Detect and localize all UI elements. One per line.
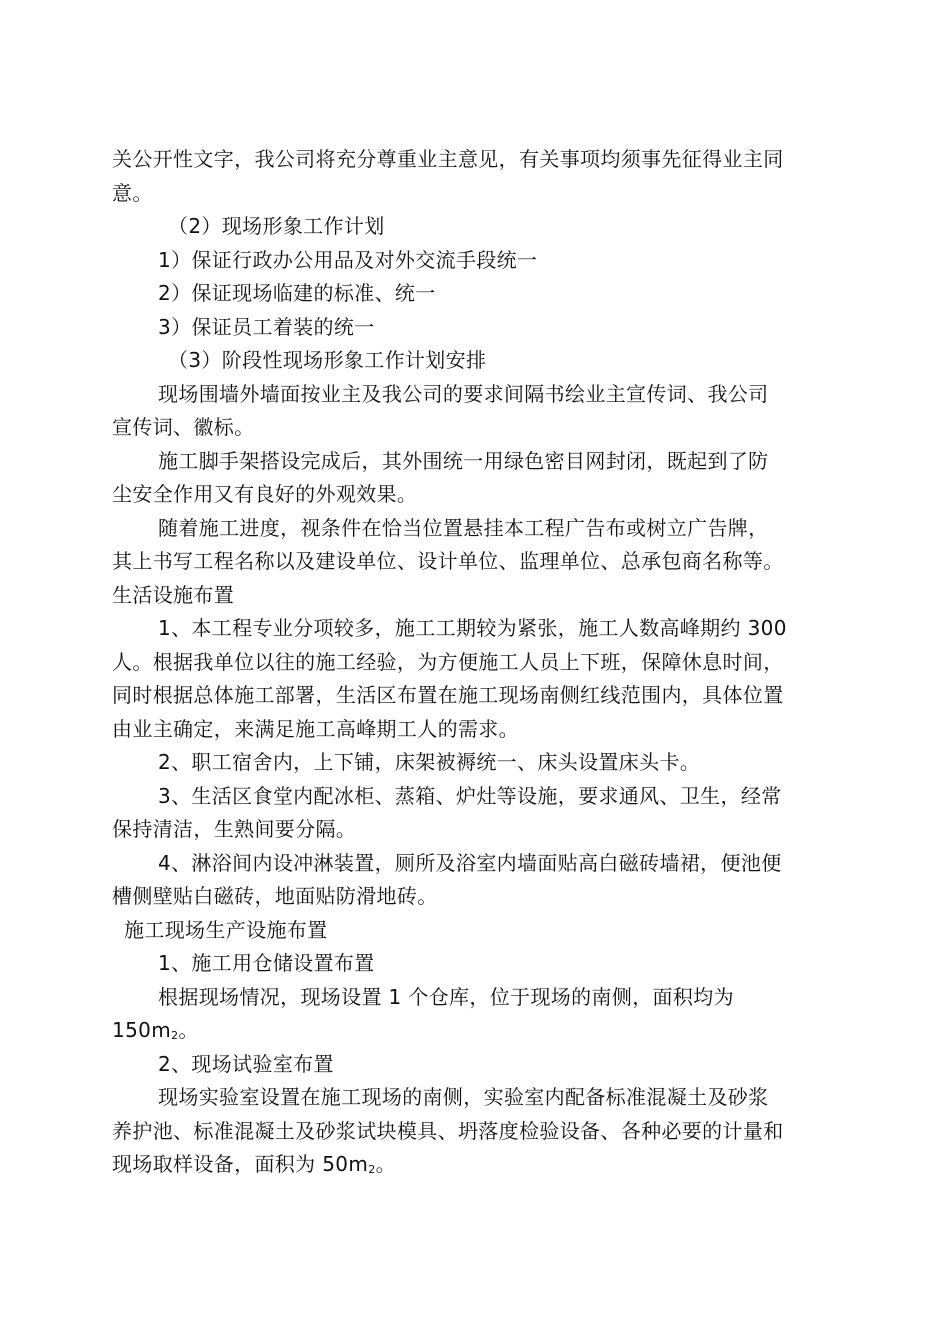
square-superscript: 2 <box>368 1163 376 1176</box>
list-item: 2、现场试验室布置 <box>158 1051 334 1076</box>
area-value: 现场取样设备，面积为 50m <box>112 1152 369 1176</box>
body-text-line: 槽侧壁贴白磁砖，地面贴防滑地砖。 <box>112 884 438 908</box>
list-item: 2）保证现场临建的标准、统一 <box>158 281 436 305</box>
square-superscript: 2 <box>171 1029 179 1042</box>
body-text-line: 现场实验室设置在施工现场的南侧，实验室内配备标准混凝土及砂浆 <box>158 1085 769 1109</box>
body-text-line: 宣传词、徽标。 <box>112 415 255 439</box>
body-text-line: 养护池、标准混凝土及砂浆试块模具、坍落度检验设备、各种必要的计量和 <box>112 1118 784 1143</box>
area-line <box>112 1014 852 1048</box>
body-text-line: 保持清洁，生熟间要分隔。 <box>112 817 357 841</box>
area-line <box>112 1148 852 1182</box>
body-text-line: 尘安全作用又有良好的外观效果。 <box>112 482 418 506</box>
section-heading: 生活设施布置 <box>112 582 235 607</box>
body-text-line: 人。根据我单位以往的施工经验，为方便施工人员上下班，保障休息时间， <box>112 649 784 674</box>
body-text-line: 由业主确定，来满足施工高峰期工人的需求。 <box>112 716 519 741</box>
body-text-line: 意。 <box>112 180 153 205</box>
area-value: 150m <box>112 1018 172 1042</box>
body-text-line: 关公开性文字，我公司将充分尊重业主意见，有关事项均须事先征得业主同 <box>112 147 784 171</box>
body-text-line: 根据现场情况，现场设置 1 个仓库，位于现场的南侧，面积均为 <box>158 984 734 1009</box>
list-item: 3）保证员工着装的统一 <box>158 314 375 339</box>
section-heading: （3）阶段性现场形象工作计划安排 <box>168 348 487 372</box>
list-item: 1、施工用仓储设置布置 <box>158 951 375 975</box>
document-page <box>112 143 852 1182</box>
list-item: 3、生活区食堂内配冰柜、蒸箱、炉灶等设施，要求通风、卫生，经常 <box>158 783 782 808</box>
period-mark: 。 <box>178 1018 199 1042</box>
list-item: 2、职工宿舍内，上下铺，床架被褥统一、床头设置床头卡。 <box>158 750 701 774</box>
list-item: 1、本工程专业分项较多，施工工期较为紧张，施工人数高峰期约 300 <box>158 616 787 640</box>
list-item: 1）保证行政办公用品及对外交流手段统一 <box>158 247 538 272</box>
body-text-line: 其上书写工程名称以及建设单位、设计单位、监理单位、总承包商名称等。 <box>112 549 784 573</box>
body-text-line: 随着施工进度，视条件在恰当位置悬挂本工程广告布或树立广告牌， <box>158 515 769 540</box>
body-text-line: 现场围墙外墙面按业主及我公司的要求间隔书绘业主宣传词、我公司 <box>158 381 769 406</box>
body-text-line: 施工脚手架搭设完成后，其外围统一用绿色密目网封闭，既起到了防 <box>158 448 769 473</box>
list-item: 4、淋浴间内设冲淋装置，厕所及浴室内墙面贴高白磁砖墙裙，便池便 <box>158 850 782 875</box>
section-heading: 施工现场生产设施布置 <box>124 917 328 942</box>
body-text-line: 同时根据总体施工部署，生活区布置在施工现场南侧红线范围内，具体位置 <box>112 683 784 707</box>
section-heading: （2）现场形象工作计划 <box>168 214 385 238</box>
period-mark: 。 <box>375 1152 396 1176</box>
